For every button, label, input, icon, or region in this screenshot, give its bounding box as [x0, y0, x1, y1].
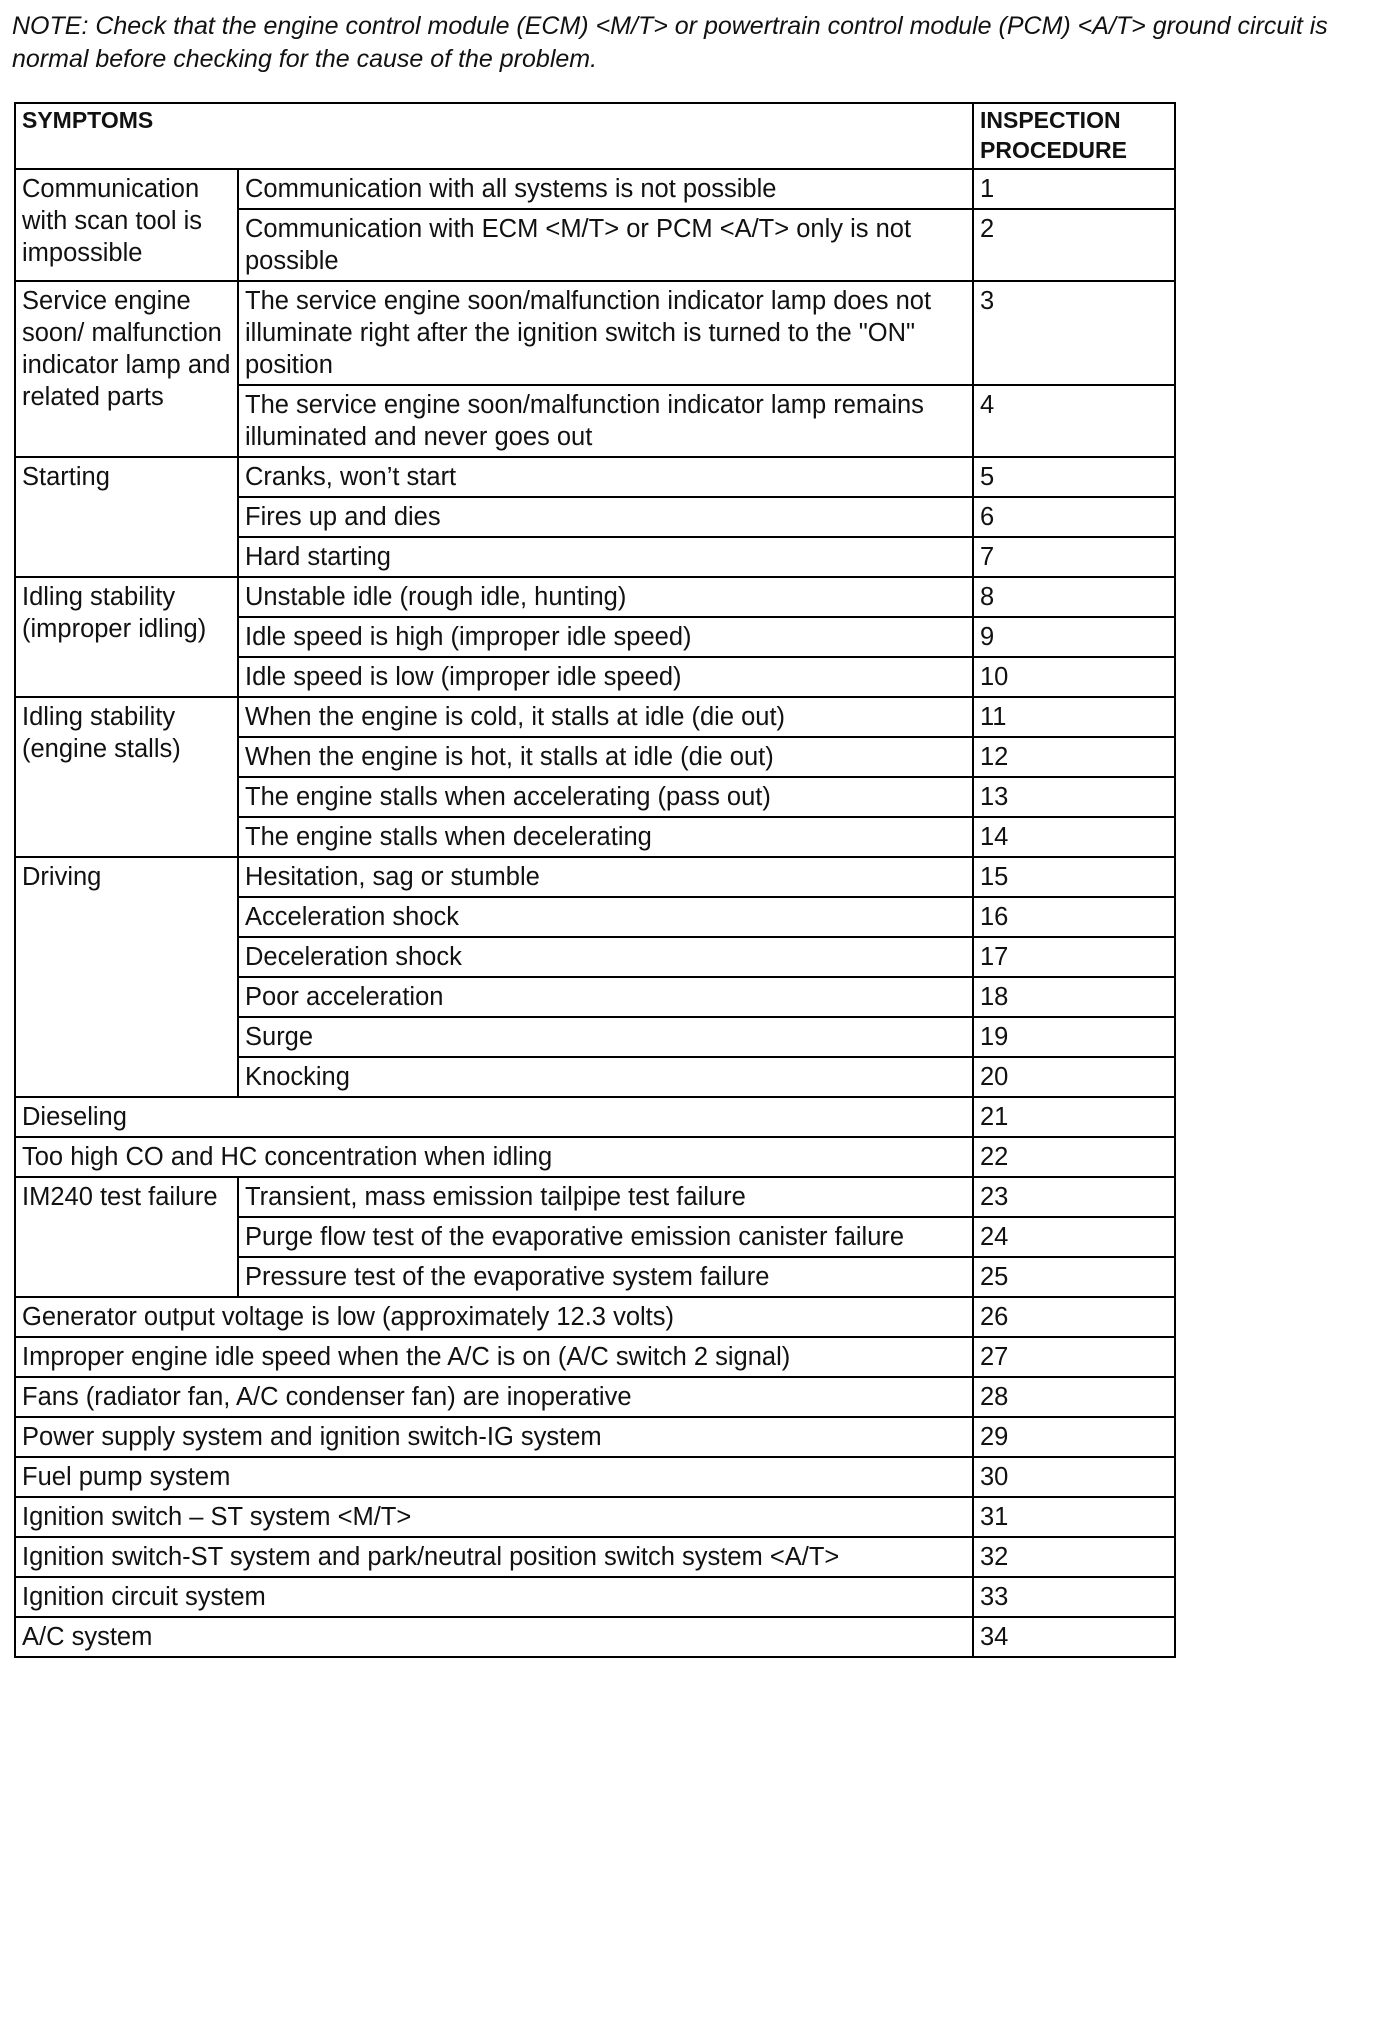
- symptom-cell: Hesitation, sag or stumble: [238, 857, 973, 897]
- symptom-cell: Fires up and dies: [238, 497, 973, 537]
- procedure-cell: 14: [973, 817, 1175, 857]
- procedure-cell: 26: [973, 1297, 1175, 1337]
- symptom-cell: The engine stalls when accelerating (pass out): [238, 777, 973, 817]
- category-cell: IM240 test failure: [15, 1177, 238, 1297]
- category-cell: Starting: [15, 457, 238, 577]
- procedure-cell: 31: [973, 1497, 1175, 1537]
- procedure-cell: 25: [973, 1257, 1175, 1297]
- symptom-cell: Knocking: [238, 1057, 973, 1097]
- procedure-cell: 3: [973, 281, 1175, 385]
- table-row: [15, 857, 1175, 897]
- symptom-cell: Cranks, won’t start: [238, 457, 973, 497]
- note-text: NOTE: Check that the engine control module (ECM) <M/T> or powertrain control module (PCM) <A/T> ground circuit is normal before checking for the cause of the problem.: [12, 12, 1328, 73]
- procedure-cell: 2: [973, 209, 1175, 281]
- procedure-cell: 1: [973, 169, 1175, 209]
- table-row: [15, 1617, 1175, 1657]
- procedure-cell: 12: [973, 737, 1175, 777]
- symptom-cell: Deceleration shock: [238, 937, 973, 977]
- table-header-row: [15, 103, 1175, 169]
- category-cell: Communication with scan tool is impossible: [15, 169, 238, 281]
- symptom-cell: The service engine soon/malfunction indicator lamp remains illuminated and never goes out: [238, 385, 973, 457]
- table-body: [15, 169, 1175, 1657]
- table-row: [15, 1337, 1175, 1377]
- table-row: [15, 1417, 1175, 1457]
- symptom-cell: Idle speed is low (improper idle speed): [238, 657, 973, 697]
- procedure-cell: 28: [973, 1377, 1175, 1417]
- table-row: [15, 281, 1175, 385]
- symptom-cell: Surge: [238, 1017, 973, 1057]
- symptom-cell: Communication with ECM <M/T> or PCM <A/T> only is not possible: [238, 209, 973, 281]
- procedure-cell: 11: [973, 697, 1175, 737]
- symptom-cell: Hard starting: [238, 537, 973, 577]
- symptom-cell: Dieseling: [15, 1097, 973, 1137]
- header-symptoms: SYMPTOMS: [15, 103, 973, 169]
- procedure-cell: 20: [973, 1057, 1175, 1097]
- table-row: [15, 457, 1175, 497]
- symptom-cell: Ignition switch-ST system and park/neutral position switch system <A/T>: [15, 1537, 973, 1577]
- procedure-cell: 33: [973, 1577, 1175, 1617]
- procedure-cell: 16: [973, 897, 1175, 937]
- procedure-cell: 4: [973, 385, 1175, 457]
- table-row: [15, 1497, 1175, 1537]
- category-cell: Service engine soon/ malfunction indicator lamp and related parts: [15, 281, 238, 457]
- procedure-cell: 23: [973, 1177, 1175, 1217]
- procedure-cell: 13: [973, 777, 1175, 817]
- procedure-cell: 24: [973, 1217, 1175, 1257]
- symptom-cell: Improper engine idle speed when the A/C is on (A/C switch 2 signal): [15, 1337, 973, 1377]
- symptom-cell: Purge flow test of the evaporative emission canister failure: [238, 1217, 973, 1257]
- table-row: [15, 1577, 1175, 1617]
- procedure-cell: 32: [973, 1537, 1175, 1577]
- symptom-cell: Poor acceleration: [238, 977, 973, 1017]
- procedure-cell: 7: [973, 537, 1175, 577]
- procedure-cell: 19: [973, 1017, 1175, 1057]
- procedure-cell: 15: [973, 857, 1175, 897]
- symptom-cell: Ignition switch – ST system <M/T>: [15, 1497, 973, 1537]
- table-row: [15, 1457, 1175, 1497]
- symptom-cell: Fans (radiator fan, A/C condenser fan) are inoperative: [15, 1377, 973, 1417]
- procedure-cell: 9: [973, 617, 1175, 657]
- category-cell: Driving: [15, 857, 238, 1097]
- procedure-cell: 29: [973, 1417, 1175, 1457]
- category-cell: Idling stability (improper idling): [15, 577, 238, 697]
- category-cell: Idling stability (engine stalls): [15, 697, 238, 857]
- symptom-cell: The engine stalls when decelerating: [238, 817, 973, 857]
- procedure-cell: 8: [973, 577, 1175, 617]
- symptom-cell: Power supply system and ignition switch-IG system: [15, 1417, 973, 1457]
- table-row: [15, 577, 1175, 617]
- procedure-cell: 22: [973, 1137, 1175, 1177]
- procedure-cell: 18: [973, 977, 1175, 1017]
- symptom-cell: The service engine soon/malfunction indicator lamp does not illuminate right after the ignition switch is turned to the "ON" position: [238, 281, 973, 385]
- table-row: [15, 1137, 1175, 1177]
- table-row: [15, 1377, 1175, 1417]
- table-row: [15, 1537, 1175, 1577]
- procedure-cell: 10: [973, 657, 1175, 697]
- table-row: [15, 1097, 1175, 1137]
- symptom-cell: A/C system: [15, 1617, 973, 1657]
- procedure-cell: 34: [973, 1617, 1175, 1657]
- symptom-cell: Unstable idle (rough idle, hunting): [238, 577, 973, 617]
- symptom-cell: Fuel pump system: [15, 1457, 973, 1497]
- procedure-cell: 27: [973, 1337, 1175, 1377]
- procedure-cell: 17: [973, 937, 1175, 977]
- symptom-cell: Idle speed is high (improper idle speed): [238, 617, 973, 657]
- table-row: [15, 169, 1175, 209]
- table-row: [15, 697, 1175, 737]
- symptom-cell: Ignition circuit system: [15, 1577, 973, 1617]
- procedure-cell: 6: [973, 497, 1175, 537]
- symptom-cell: When the engine is cold, it stalls at idle (die out): [238, 697, 973, 737]
- procedure-cell: 21: [973, 1097, 1175, 1137]
- procedure-cell: 30: [973, 1457, 1175, 1497]
- header-inspection-procedure: INSPECTION PROCEDURE: [973, 103, 1175, 169]
- symptom-cell: Generator output voltage is low (approximately 12.3 volts): [15, 1297, 973, 1337]
- procedure-cell: 5: [973, 457, 1175, 497]
- symptom-cell: Transient, mass emission tailpipe test failure: [238, 1177, 973, 1217]
- symptom-cell: Acceleration shock: [238, 897, 973, 937]
- symptom-cell: When the engine is hot, it stalls at idle (die out): [238, 737, 973, 777]
- symptom-cell: Too high CO and HC concentration when idling: [15, 1137, 973, 1177]
- table-row: [15, 1297, 1175, 1337]
- symptom-cell: Communication with all systems is not possible: [238, 169, 973, 209]
- table-row: [15, 1177, 1175, 1217]
- symptoms-table: [14, 102, 1176, 1658]
- symptom-cell: Pressure test of the evaporative system failure: [238, 1257, 973, 1297]
